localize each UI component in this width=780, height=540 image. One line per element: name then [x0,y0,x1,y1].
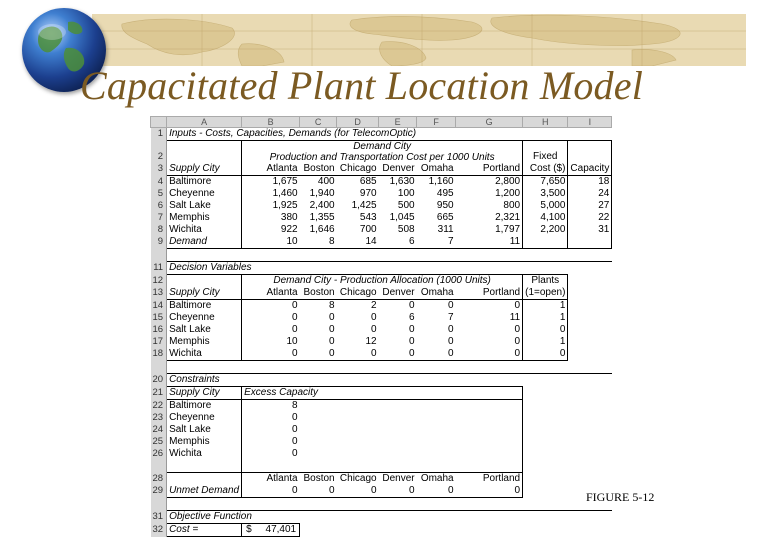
cell-demand[interactable]: 6 [379,236,417,249]
row-number[interactable]: 17 [151,336,167,348]
demand-city-header: Portland [456,287,523,300]
cell-allocation[interactable]: 0 [448,324,454,335]
supply-city-label: Supply City [167,287,242,300]
spreadsheet-grid [150,116,612,537]
cell-allocation[interactable]: 0 [337,348,379,361]
cell-cost[interactable]: 543 [359,212,377,223]
demand-city-header: Portland [456,473,523,486]
demand-city-header: Denver [379,473,417,486]
table-row [151,141,612,164]
cell-allocation[interactable]: 0 [329,312,335,323]
cell-excess-capacity[interactable]: 8 [242,400,300,413]
fixed-label: Fixed [523,141,568,164]
demand-city-header: Portland [456,163,523,176]
cell-allocation[interactable]: 0 [242,300,300,313]
table-row [151,448,612,460]
cell-allocation[interactable]: 0 [417,348,456,361]
decision-variables-header: Decision Variables [167,262,612,275]
cell-cost[interactable]: 100 [397,188,415,199]
row-number[interactable]: 26 [151,448,167,460]
row-number[interactable]: 13 [151,287,167,300]
cell-cost[interactable]: 1,675 [242,176,300,189]
demand-city-header: Boston [300,473,337,486]
cell-allocation[interactable]: 7 [448,312,454,323]
cell-cost[interactable]: 950 [436,200,454,211]
demand-city-header: Chicago [337,163,379,176]
cell-supply-city[interactable]: Wichita [167,348,242,361]
cell-cost[interactable]: 311 [437,224,454,235]
cell-cost[interactable]: 1,045 [389,212,415,223]
demand-city-header: Chicago [337,473,379,486]
cell-capacity[interactable]: 24 [568,188,612,200]
row-number[interactable]: 21 [151,387,167,400]
table-row [151,485,612,498]
row-number[interactable]: 24 [151,424,167,436]
plants-open-label: (1=open) [523,287,568,300]
demand-label: Demand [167,236,242,249]
column-header-f[interactable]: F [417,117,456,128]
table-row [151,176,612,189]
row-number[interactable]: 4 [151,176,167,189]
cell-cost[interactable]: 508 [397,224,415,235]
demand-city-label: Demand City [353,141,412,152]
row-number[interactable]: 23 [151,412,167,424]
cell-allocation[interactable]: 0 [514,300,521,311]
column-header-h[interactable]: H [523,117,568,128]
table-row [151,212,612,224]
row-number[interactable]: 22 [151,400,167,413]
cell-capacity[interactable]: 31 [568,224,612,236]
cell-demand[interactable]: 10 [242,236,300,249]
cell-supply-city[interactable]: Memphis [167,336,242,348]
row-number[interactable]: 25 [151,436,167,448]
cell-plant-open[interactable]: 0 [523,348,568,361]
table-row [151,336,612,348]
cell-cost[interactable]: 1,425 [351,200,377,211]
row-number[interactable]: 18 [151,348,167,361]
table-row [151,236,612,249]
row-number[interactable]: 29 [151,485,167,498]
row-number[interactable]: 3 [151,163,167,176]
cell-cost[interactable]: 1,630 [389,176,415,187]
row-number[interactable]: 14 [151,300,167,313]
cell-excess-capacity[interactable]: 0 [242,448,300,460]
capacity-label: Capacity [568,163,612,176]
cell-excess-capacity[interactable]: 0 [242,412,300,424]
table-row [151,163,612,176]
spreadsheet [150,116,612,537]
cell-cost[interactable]: 800 [503,200,521,211]
table-row [151,188,612,200]
cell-allocation[interactable]: 0 [514,336,521,347]
cell-cost[interactable]: 500 [397,200,415,211]
cell-cost[interactable]: 400 [317,176,335,187]
table-row [151,348,612,361]
row-number[interactable]: 16 [151,324,167,336]
demand-city-header: Chicago [337,287,379,300]
cell-supply-city[interactable]: Baltimore [167,400,242,413]
table-row [151,312,612,324]
cell-cost[interactable]: 1,355 [309,212,335,223]
table-row [151,374,612,387]
cell-allocation[interactable]: 0 [448,336,454,347]
demand-city-header: Denver [379,287,417,300]
cell-allocation[interactable]: 8 [329,300,335,311]
cost-table-caption: Production and Transportation Cost per 1000 Units [269,152,495,163]
cell-allocation[interactable]: 10 [242,336,300,348]
table-row [151,200,612,212]
column-header-b[interactable]: B [242,117,300,128]
table-row [151,275,612,288]
table-row [151,361,612,374]
fixed-cost-label: Cost ($) [523,163,568,176]
cell-plant-open[interactable]: 1 [523,336,568,348]
cell-unmet-demand[interactable]: 0 [337,485,379,498]
cell-supply-city[interactable]: Salt Lake [167,200,242,212]
table-row [151,287,612,300]
cell-supply-city[interactable]: Cheyenne [167,412,242,424]
cell-allocation[interactable]: 0 [371,312,377,323]
currency-symbol: $ [246,524,252,535]
corner-cell[interactable] [151,117,167,128]
cell-cost[interactable]: 2,321 [495,212,521,223]
cell-capacity[interactable]: 27 [568,200,612,212]
cell-supply-city[interactable]: Cheyenne [167,312,242,324]
row-number[interactable]: 8 [151,224,167,236]
cell-plant-open[interactable]: 1 [523,312,568,324]
cell-supply-city[interactable]: Baltimore [167,176,242,189]
cell-allocation[interactable]: 0 [379,348,417,361]
cell-cost[interactable]: 970 [359,188,377,199]
column-header-g[interactable]: G [456,117,523,128]
world-map-decoration [92,14,746,66]
cell-supply-city[interactable]: Wichita [167,224,242,236]
cell-cost[interactable]: 922 [242,224,300,236]
cell-cost[interactable]: 665 [436,212,454,223]
cell-demand[interactable]: 7 [417,236,456,249]
row-number[interactable]: 7 [151,212,167,224]
figure-label: FIGURE 5-12 [586,490,655,504]
cell-supply-city[interactable]: Salt Lake [167,424,242,436]
row-number[interactable]: 1 [151,128,167,141]
table-row [151,498,612,511]
demand-city-header: Boston [300,287,337,300]
demand-city-header: Atlanta [242,473,300,486]
cell-allocation[interactable]: 0 [448,300,454,311]
cell-cost[interactable]: 1,160 [428,176,454,187]
demand-city-header: Atlanta [242,287,300,300]
cell-demand[interactable]: 11 [456,236,523,249]
cell-fixed-cost[interactable]: 5,000 [523,200,568,212]
cell-allocation[interactable]: 0 [456,348,523,361]
row-number[interactable]: 31 [151,511,167,524]
cell-cost[interactable]: 1,460 [242,188,300,200]
cell-allocation[interactable]: 0 [242,324,300,336]
table-row [151,262,612,275]
table-row [151,324,612,336]
cell-demand[interactable]: 14 [337,236,379,249]
table-row [151,436,612,448]
cell-allocation[interactable]: 0 [329,336,335,347]
cell-allocation[interactable]: 0 [242,312,300,324]
cell-supply-city[interactable]: Memphis [167,212,242,224]
row-number[interactable]: 28 [151,473,167,486]
table-row [151,511,612,524]
supply-city-label: Supply City [167,163,242,176]
cell-supply-city[interactable]: Memphis [167,436,242,448]
cell-cost[interactable]: 685 [359,176,377,187]
cell-plant-open[interactable]: 1 [523,300,568,313]
demand-city-header: Omaha [417,287,456,300]
cell-cost[interactable]: 1,797 [495,224,521,235]
cell-total-cost[interactable] [242,524,300,537]
table-row [151,224,612,236]
cell-excess-capacity[interactable]: 0 [242,436,300,448]
column-header-e[interactable]: E [379,117,417,128]
cost-label: Cost = [167,524,242,537]
excess-capacity-label: Excess Capacity [242,387,523,400]
constraints-header: Constraints [167,374,612,387]
table-row [151,400,612,413]
table-row [151,128,612,141]
cell-allocation[interactable]: 2 [371,300,377,311]
row-number[interactable]: 2 [151,141,167,164]
demand-city-header: Denver [379,163,417,176]
cell-allocation[interactable]: 0 [409,336,415,347]
cell-cost[interactable]: 1,200 [495,188,521,199]
cell-capacity[interactable]: 18 [568,176,612,189]
column-header-row [151,117,612,128]
cell-unmet-demand[interactable]: 0 [242,485,300,498]
table-row [151,300,612,313]
cell-cost[interactable]: 380 [242,212,300,224]
objective-function-header: Objective Function [167,511,612,524]
total-cost-value: 47,401 [265,524,297,535]
cell-supply-city[interactable]: Wichita [167,448,242,460]
table-row [151,387,612,400]
row-number[interactable]: 15 [151,312,167,324]
row-number[interactable]: 6 [151,200,167,212]
demand-city-header: Boston [300,163,337,176]
row-number[interactable]: 11 [151,262,167,275]
cell-allocation[interactable]: 0 [329,324,335,335]
cell-supply-city[interactable]: Cheyenne [167,188,242,200]
cell-unmet-demand[interactable]: 0 [417,485,456,498]
cell-cost[interactable]: 2,400 [309,200,335,211]
cell-allocation[interactable]: 0 [409,300,415,311]
cell-allocation[interactable]: 0 [371,324,377,335]
cell-fixed-cost[interactable]: 3,500 [523,188,568,200]
cell-cost[interactable]: 2,800 [495,176,521,187]
table-row [151,249,612,262]
column-header-i[interactable]: I [568,117,612,128]
cell-allocation[interactable]: 0 [409,324,415,335]
allocation-caption: Demand City - Production Allocation (1000 Units) [242,275,523,288]
cell-cost[interactable]: 495 [436,188,454,199]
cell-allocation[interactable]: 0 [514,324,521,335]
unmet-demand-label: Unmet Demand [167,485,242,498]
demand-city-header: Omaha [417,473,456,486]
column-header-c[interactable]: C [300,117,337,128]
inputs-header: Inputs - Costs, Capacities, Demands (for TelecomOptic) [167,128,612,141]
table-row [151,412,612,424]
header-banner [92,14,746,66]
cell-allocation[interactable]: 12 [365,336,377,347]
row-number[interactable]: 5 [151,188,167,200]
cell-fixed-cost[interactable]: 7,650 [523,176,568,189]
row-number[interactable]: 12 [151,275,167,288]
table-row [151,460,612,473]
cell-allocation[interactable]: 0 [300,348,337,361]
cell-fixed-cost[interactable]: 4,100 [523,212,568,224]
cell-capacity[interactable]: 22 [568,212,612,224]
cell-plant-open[interactable]: 0 [523,324,568,336]
supply-city-label: Supply City [167,387,242,400]
cell-supply-city[interactable]: Baltimore [167,300,242,313]
cell-cost[interactable]: 700 [359,224,377,235]
cell-fixed-cost[interactable]: 2,200 [523,224,568,236]
page-title: Capacitated Plant Location Model [80,63,644,108]
demand-city-header: Omaha [417,163,456,176]
cell-cost[interactable]: 1,925 [242,200,300,212]
cell-unmet-demand[interactable]: 0 [300,485,337,498]
cell-unmet-demand[interactable]: 0 [456,485,523,498]
cell-supply-city[interactable]: Salt Lake [167,324,242,336]
demand-city-header: Atlanta [242,163,300,176]
cell-allocation[interactable]: 11 [509,312,521,323]
table-row [151,424,612,436]
cell-allocation[interactable]: 6 [409,312,415,323]
cell-cost[interactable]: 1,646 [309,224,335,235]
cost-table-header [242,141,523,164]
cell-demand[interactable]: 8 [300,236,337,249]
table-row [151,524,612,537]
column-header-d[interactable]: D [337,117,379,128]
cell-cost[interactable]: 1,940 [309,188,335,199]
plants-label: Plants [523,275,568,288]
cell-allocation[interactable]: 0 [242,348,300,361]
row-number[interactable]: 32 [151,524,167,537]
row-number[interactable]: 9 [151,236,167,249]
table-row [151,473,612,486]
cell-excess-capacity[interactable]: 0 [242,424,300,436]
cell-unmet-demand[interactable]: 0 [379,485,417,498]
row-number[interactable]: 20 [151,374,167,387]
column-header-a[interactable]: A [167,117,242,128]
